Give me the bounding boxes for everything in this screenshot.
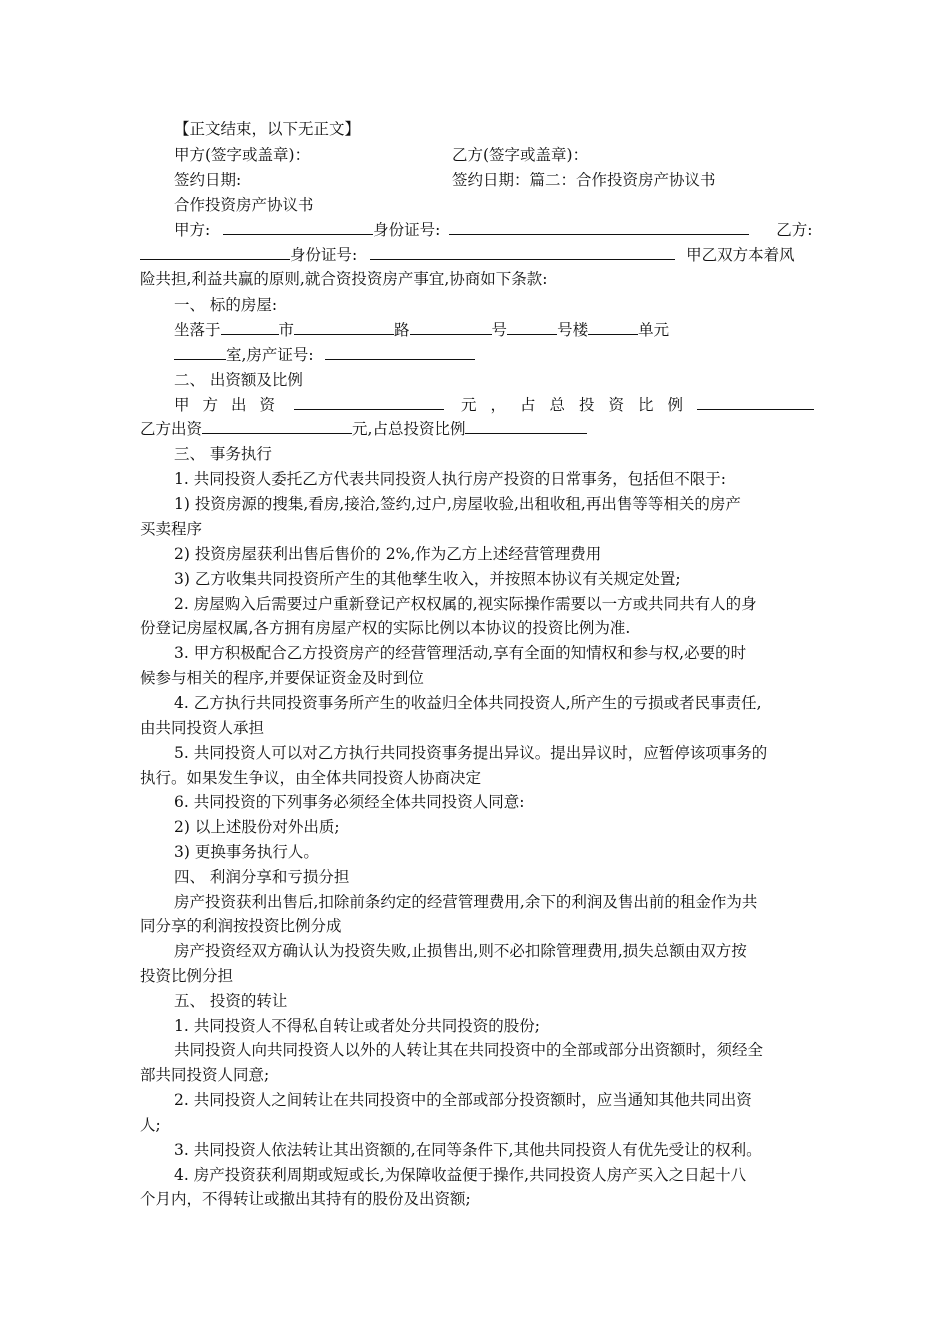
section-5-title: 五、 投资的转让 — [174, 992, 288, 1010]
section-1-title: 一、 标的房屋: — [174, 296, 278, 314]
parties-line-1 — [174, 219, 814, 241]
road-blank — [294, 319, 394, 335]
end-notice: 【正文结束，以下无正文】 — [174, 120, 361, 138]
cert-number-blank — [325, 344, 475, 360]
clause-3-1-1: 1) 投资房源的搜集,看房,接洽,签约,过户,房屋收验,出租收租,再出售等等相关的房产 — [174, 495, 741, 513]
clause-5-3: 3. 共同投资人依法转让其出资额的,在同等条件下,其他共同投资人有优先受让的权利。 — [174, 1141, 762, 1159]
party-b-ratio-label: 元,占总投资比例 — [352, 420, 466, 438]
signature-party-a: 甲方(签字或盖章)： — [174, 146, 311, 164]
party-a-ratio-blank — [697, 394, 814, 410]
clause-5-1-note-cont: 部共同投资人同意; — [140, 1066, 270, 1084]
number-label: 号 — [491, 321, 508, 339]
clause-4-2: 房产投资经双方确认认为投资失败,止损售出,则不必扣除管理费用,损失总额由双方按 — [174, 942, 747, 960]
clause-3-4: 4. 乙方执行共同投资事务所产生的收益归全体共同投资人,所产生的亏损或者民事责任, — [174, 694, 762, 712]
clause-3-6-3: 3) 更换事务执行人。 — [174, 843, 319, 861]
section-2-title: 二、 出资额及比例 — [174, 371, 303, 389]
section-4-title: 四、 利润分享和亏损分担 — [174, 868, 350, 886]
located-at-label: 坐落于 — [174, 321, 221, 339]
clause-3-1: 1. 共同投资人委托乙方代表共同投资人执行房产投资的日常事务，包括但不限于: — [174, 470, 726, 488]
unit-blank — [588, 319, 638, 335]
clause-3-6-2: 2) 以上述股份对外出质; — [174, 818, 340, 836]
clause-3-1-1-cont: 买卖程序 — [140, 520, 203, 538]
property-location-line — [174, 319, 814, 341]
clause-4-1-cont: 同分享的利润按投资比例分成 — [140, 917, 342, 935]
clause-4-1: 房产投资获利出售后,扣除前条约定的经营管理费用,余下的利润及售出前的租金作为共 — [174, 893, 758, 911]
parties-line-2 — [140, 244, 812, 266]
clause-3-3-cont: 候参与相关的程序,并要保证资金及时到位 — [140, 669, 424, 687]
party-a-ratio-label: 元，占总投资比例 — [460, 396, 697, 414]
clause-5-2-cont: 人; — [140, 1116, 161, 1134]
clause-3-5: 5. 共同投资人可以对乙方执行共同投资事务提出异议。提出异议时，应暂停该项事务的 — [174, 744, 768, 762]
parties-intro-end: 险共担,利益共赢的原则,就合资投资房产事宜,协商如下条款: — [140, 270, 548, 288]
city-label: 市 — [278, 321, 295, 339]
party-a-blank — [223, 219, 373, 235]
clause-5-2: 2. 共同投资人之间转让在共同投资中的全部或部分投资额时，应当通知其他共同出资 — [174, 1091, 752, 1109]
clause-4-2-cont: 投资比例分担 — [140, 967, 234, 985]
party-b-investment-line — [140, 418, 812, 440]
clause-3-2-cont: 份登记房屋权属,各方拥有房屋产权的实际比例以本协议的投资比例为准. — [140, 619, 631, 637]
unit-label: 单元 — [638, 321, 670, 339]
room-blank — [174, 344, 226, 360]
party-b-id-blank — [370, 244, 675, 260]
clause-3-3: 3. 甲方积极配合乙方投资房产的经营管理活动,享有全面的知情权和参与权,必要的时 — [174, 644, 747, 662]
party-b-id-label: 身份证号: — [290, 246, 358, 264]
clause-3-2: 2. 房屋购入后需要过户重新登记产权权属的,视实际操作需要以一方或共同共有人的身 — [174, 595, 757, 613]
room-cert-label: 室,房产证号: — [226, 346, 314, 364]
party-a-amount-blank — [294, 394, 444, 410]
party-a-id-label: 身份证号: — [373, 221, 441, 239]
clause-3-6: 6. 共同投资的下列事务必须经全体共同投资人同意: — [174, 793, 525, 811]
party-a-investment-line — [174, 394, 814, 416]
number-blank — [410, 319, 492, 335]
section-3-title: 三、 事务执行 — [174, 445, 272, 463]
clause-3-1-2: 2) 投资房屋获利出售后售价的 2%,作为乙方上述经营管理费用 — [174, 545, 602, 563]
clause-3-5-cont: 执行。如果发生争议，由全体共同投资人协商决定 — [140, 769, 482, 787]
clause-3-4-cont: 由共同投资人承担 — [140, 719, 265, 737]
party-b-label: 乙方: — [776, 221, 813, 239]
signing-date-a: 签约日期: — [174, 171, 242, 189]
clause-3-1-3: 3) 乙方收集共同投资所产生的其他孳生收入，并按照本协议有关规定处置; — [174, 570, 681, 588]
party-b-ratio-blank — [465, 418, 587, 434]
clause-5-4-cont: 个月内，不得转让或撤出其持有的股份及出资额; — [140, 1190, 471, 1208]
party-b-amount-blank — [202, 418, 352, 434]
clause-5-1-note: 共同投资人向共同投资人以外的人转让其在共同投资中的全部或部分出资额时，须经全 — [174, 1041, 764, 1059]
building-label: 号楼 — [557, 321, 589, 339]
signing-date-b: 签约日期：篇二：合作投资房产协议书 — [452, 171, 716, 189]
clause-5-1: 1. 共同投资人不得私自转让或者处分共同投资的股份; — [174, 1017, 540, 1035]
party-a-investment-label: 甲方出资 — [174, 396, 289, 414]
property-room-line — [174, 344, 814, 366]
clause-5-4: 4. 房产投资获利周期或短或长,为保障收益便于操作,共同投资人房产买入之日起十八 — [174, 1166, 747, 1184]
party-b-investment-label: 乙方出资 — [140, 420, 203, 438]
party-a-label: 甲方: — [174, 221, 211, 239]
building-blank — [507, 319, 557, 335]
party-a-id-blank — [449, 219, 749, 235]
signature-party-b: 乙方(签字或盖章)： — [452, 146, 589, 164]
party-b-blank — [140, 244, 290, 260]
road-label: 路 — [394, 321, 410, 339]
parties-intro-start: 甲乙双方本着风 — [686, 246, 795, 264]
city-blank — [221, 319, 279, 335]
document-title: 合作投资房产协议书 — [174, 196, 314, 214]
